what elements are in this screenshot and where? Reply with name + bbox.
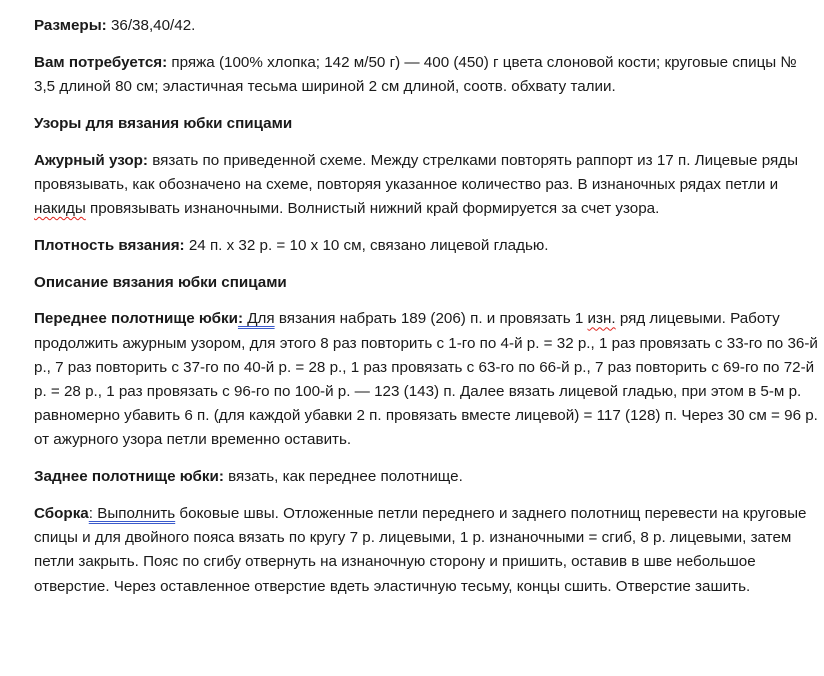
materials-label: Вам потребуется: [34, 53, 168, 71]
lace-label: Ажурный узор: [34, 151, 148, 169]
lace-text-after: провязывать изнаночными. Волнистый нижний край формируется за счет узора. [85, 200, 660, 217]
sizes-label: Размеры: [34, 17, 107, 34]
back-panel-value: вязать, как переднее полотнище. [223, 468, 463, 486]
description-heading: Описание вязания юбки спицами [34, 273, 287, 291]
gauge-label: Плотность вязания: [34, 236, 185, 254]
front-panel-text-before: вязания набрать 189 (206) п. и провязать 1 [274, 310, 588, 328]
materials-value: пряжа (100% хлопка; 142 м/50 г) — 400 (450) г цвета слоновой кости; круговые спицы № 3,5 длиной 80 см; эластичная тесьма шириной 2 см длиной, соотв. обхвату талии. [34, 53, 797, 95]
grammar-flag-phrase[interactable]: Для [243, 310, 275, 328]
sizes-paragraph [34, 14, 820, 38]
lace-paragraph [34, 149, 820, 222]
gauge-value: 24 п. х 32 р. = 10 х 10 см, связано лицевой гладью. [184, 236, 549, 254]
lace-text-before: вязать по приведенной схеме. Между стрелками повторять раппорт из 17 п. Лицевые ряды провязывать, как обозначено на схеме, повторяя указанное количество раз. В изнаночных рядах петли и [34, 151, 798, 193]
assembly-label: Сборка [34, 505, 89, 522]
back-panel-paragraph [34, 465, 820, 489]
sizes-value: 36/38,40/42. [106, 17, 196, 34]
materials-paragraph [34, 51, 820, 99]
gauge-paragraph [34, 234, 820, 258]
grammar-flag-colon[interactable]: : [237, 310, 244, 328]
assembly-paragraph [34, 502, 820, 599]
patterns-heading: Узоры для вязания юбки спицами [34, 114, 293, 132]
spelling-flag-word[interactable]: накиды [34, 200, 86, 217]
assembly-text: боковые швы. Отложенные петли переднего и заднего полотнищ перевести на круговые спицы и для двойного пояса вязать по кругу 7 р. лицевыми, 1 р. изнаночными = сгиб, 8 р. лицевыми, затем петли закрыть. Пояс по сгибу отвернуть на изнаночную сторону и пришить, оставив в шве небольшое отверстие. Через оставленное отверстие вдеть эластичную тесьму, концы сшить. Отверстие зашить. [34, 505, 807, 595]
front-panel-label: Переднее полотнище юбки [34, 310, 238, 328]
back-panel-label: Заднее полотнище юбки: [34, 468, 224, 486]
front-panel-paragraph [34, 307, 820, 452]
front-panel-text-after: ряд лицевыми. Работу продолжить ажурным узором, для этого 8 раз повторить с 1-го по 4-й р. = 32 р., 1 раз провязать с 33-го по 36-й р., 7 раз повторить с 37-го по 40-й р. = 28 р., 1 раз провязать с 63-го по 66-й р., 7 раз повторить с 69-го по 72-й р. = 28 р., 1 раз провязать с 96-го по 100-й р. — 123 (143) п. Далее вязать лицевой гладью, при этом в 5-м р. равномерно убавить 6 п. (для каждой убавки 2 п. провязать вместе лицевой) = 117 (128) п. Через 30 см = 96 р. от ажурного узора петли временно оставить. [34, 310, 818, 449]
spelling-flag-word[interactable]: изн. [587, 310, 616, 328]
document-body [34, 14, 820, 611]
grammar-flag-phrase[interactable]: : Выполнить [88, 505, 176, 522]
